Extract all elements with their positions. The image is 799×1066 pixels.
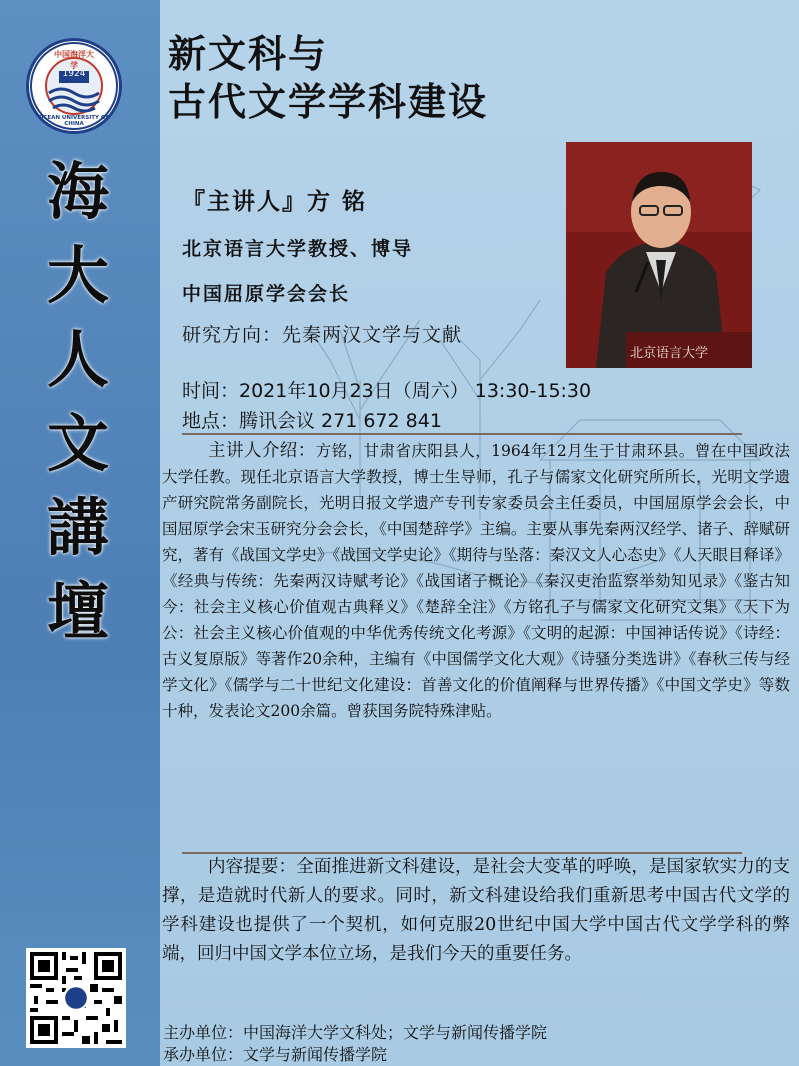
vertical-title-char: 講 <box>46 491 109 564</box>
divider-1 <box>182 433 742 435</box>
speaker-photo <box>566 142 752 368</box>
speaker-portrait-icon <box>566 142 752 368</box>
content-summary <box>162 853 790 969</box>
vertical-title <box>38 150 118 654</box>
summary-body: 全面推进新文科建设，是社会大变革的呼唤，是国家软实力的支撑，是造就时代新人的要求。同时，新文科建设给我们重新思考中国古代文学的学科建设也提供了一个契机，如何克服20世纪中国大学中国古代文学学科的弊端，回归中国文学本位立场，是我们今天的重要任务。 <box>162 857 790 964</box>
title-line-2: 古代文学学科建设 <box>168 79 489 124</box>
vertical-title-char: 文 <box>46 407 109 480</box>
speaker-name: 『主讲人』方 铭 <box>182 188 368 215</box>
intro-heading: 主讲人介绍： <box>208 441 316 461</box>
vertical-title-char: 海 <box>46 155 109 228</box>
photo-caption: 北京语言大学 <box>630 346 709 361</box>
speaker-position-2: 中国屈原学会会长 <box>182 283 351 305</box>
summary-heading: 内容提要： <box>208 857 297 877</box>
logo-year: 1924 <box>62 69 86 79</box>
title-line-1: 新文科与 <box>168 31 329 76</box>
organizer-unit: 承办单位：文学与新闻传播学院 <box>163 1045 388 1064</box>
vertical-title-char: 大 <box>46 239 109 312</box>
host-organization: 主办单位：中国海洋大学文科处；文学与新闻传播学院 <box>163 1023 548 1042</box>
logo-english-name: OCEAN UNIVERSITY OF CHINA <box>38 115 110 127</box>
logo-name: 中国海洋大学 <box>54 50 94 70</box>
university-logo <box>26 38 122 134</box>
vertical-title-char: 人 <box>46 323 109 396</box>
intro-body: 方铭，甘肃省庆阳县人，1964年12月生于甘肃环县。曾在中国政法大学任教。现任北京语言大学教授，博士生导师，孔子与儒家文化研究所所长，光明文学遗产研究院常务副院长，光明日报文学遗产专刊专家委员会主任委员，中国屈原学会会长，中国屈原学会宋玉研究分会会长，《中国楚辞学》主编。主要从事先秦两汉经学、诸子、辞赋研究，著有《战国文学史》《战国文学史论》《期待与坠落：秦汉文人心态史》《人天眼目释译》《经典与传统：先秦两汉诗赋考论》《战国诸子概论》《秦汉吏治监察举劾知见录》《鉴古知今：社会主义核心价值观古典释义》《楚辞全注》《方铭孔子与儒家文化研究文集》《天下为公：社会主义核心价值观的中华优秀传统文化考源》《文明的起源：中国神话传说》《诗经：古义复原版》等著作20余种，主编有《中国儒学文化大观》《诗骚分类选讲》《春秋三传与经学文化》《儒学与二十世纪文化建设：首善文化的价值阐释与世界传播》《中国文学史》等数十种，发表论文200余篇。曾获国务院特殊津贴。 <box>162 442 791 720</box>
vertical-title-char: 壇 <box>46 575 109 648</box>
event-title <box>168 30 488 126</box>
sidebar <box>0 0 160 1066</box>
speaker-intro <box>162 438 790 724</box>
speaker-position-1: 北京语言大学教授、博导 <box>182 238 414 260</box>
event-time: 时间：2021年10月23日（周六） 13:30-15:30 <box>182 380 592 402</box>
research-direction: 研究方向：先秦两汉文学与文献 <box>182 324 463 346</box>
event-place: 地点：腾讯会议 271 672 841 <box>182 410 442 432</box>
qr-code-icon[interactable] <box>26 948 126 1048</box>
